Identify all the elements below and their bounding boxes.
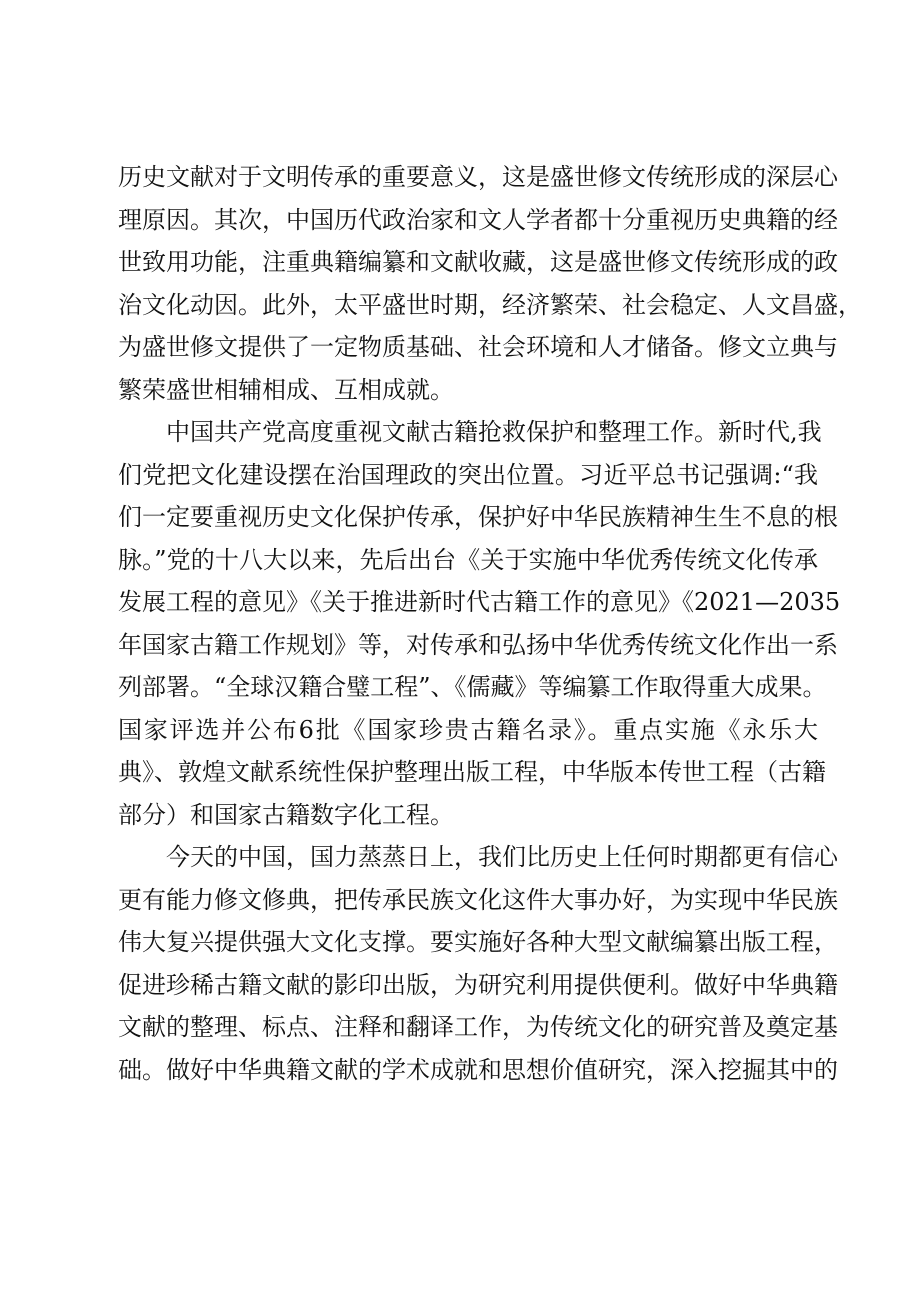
text-line: 年国家古籍工作规划》等，对传承和弘扬中华优秀传统文化作出一系 — [118, 630, 838, 659]
body-text — [118, 156, 862, 1091]
text-line: 世致用功能，注重典籍编纂和文献收藏，这是盛世修文传统形成的政 — [118, 248, 838, 276]
text-line: 脉。”党的十八大以来，先后出台《关于实施中华优秀传统文化传承 — [118, 545, 818, 574]
text-line: 更有能力修文修典，把传承民族文化这件大事办好，为实现中华民族 — [118, 885, 838, 914]
text-line: 典》、敦煌文献系统性保护整理出版工程，中华版本传世工程（古籍 — [118, 758, 826, 786]
text-line: 部分）和国家古籍数字化工程。 — [118, 800, 454, 829]
text-line: 繁荣盛世相辅相成、互相成就。 — [118, 375, 454, 404]
text-line: 为盛世修文提供了一定物质基础、社会环境和人才储备。修文立典与 — [118, 333, 838, 361]
text-line: 伟大复兴提供强大文化支撑。要实施好各种大型文献编纂出版工程， — [118, 928, 838, 956]
paragraph-start-line: 今天的中国，国力蒸蒸日上，我们比历史上任何时期都更有信心 — [166, 843, 838, 871]
text-line: 理原因。其次，中国历代政治家和文人学者都十分重视历史典籍的经 — [118, 205, 838, 234]
text-line: 们党把文化建设摆在治国理政的突出位置。习近平总书记强调:“我 — [118, 460, 818, 489]
text-line: 文献的整理、标点、注释和翻译工作，为传统文化的研究普及奠定基 — [118, 1013, 838, 1041]
text-line: 治文化动因。此外，太平盛世时期，经济繁荣、社会稳定、人文昌盛， — [118, 290, 862, 319]
text-line: 列部署。“全球汉籍合璧工程”、《儒藏》等编纂工作取得重大成果。 — [118, 673, 827, 701]
text-line: 们一定要重视历史文化保护传承，保护好中华民族精神生生不息的根 — [118, 503, 838, 531]
text-line: 发展工程的意见》《关于推进新时代古籍工作的意见》《2021—2035 — [118, 588, 841, 616]
text-line: 促进珍稀古籍文献的影印出版，为研究利用提供便利。做好中华典籍 — [118, 970, 838, 999]
text-line: 国家评选并公布6批《国家珍贵古籍名录》。重点实施《永乐大 — [118, 715, 818, 744]
text-line: 础。做好中华典籍文献的学术成就和思想价值研究，深入挖掘其中的 — [118, 1055, 838, 1084]
text-line: 历史文献对于文明传承的重要意义，这是盛世修文传统形成的深层心 — [118, 163, 838, 191]
paragraph-start-line: 中国共产党高度重视文献古籍抢救保护和整理工作。新时代,我 — [166, 418, 822, 446]
